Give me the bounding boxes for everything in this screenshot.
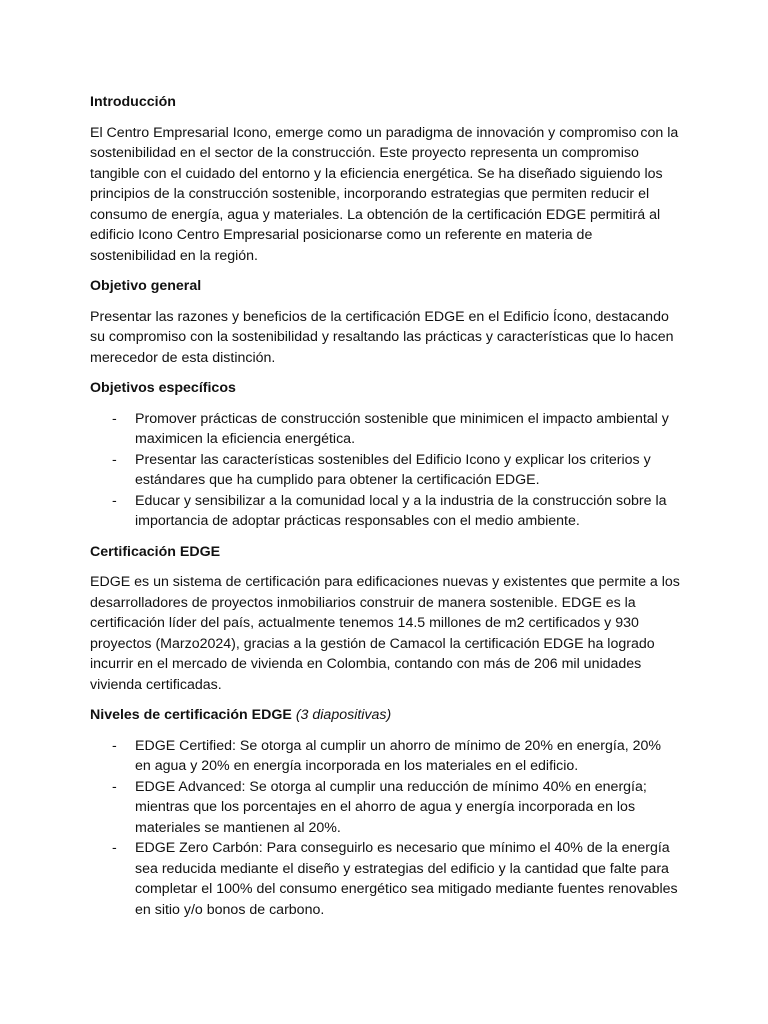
- bullet-marker: -: [112, 840, 117, 856]
- edge-certification-paragraph: EDGE es un sistema de certificación para edificaciones nuevas y existentes que permite a los desarrolladores de proyectos inmobiliarios construir de manera sostenible. EDGE es la certificación líder del país, actualmente tenemos 14.5 millones de m2 certificados y 930 proyectos (Marzo2024), gracias a la gestión de Camacol la certificación EDGE ha logrado incurrir en el mercado de vivienda en Colombia, contando con más de 206 mil unidades vivienda certificadas.: [90, 574, 680, 693]
- list-item-text: EDGE Advanced: Se otorga al cumplir una reducción de mínimo 40% en energía; mientras que los porcentajes en el ahorro de agua y energía incorporada en los materiales se mantienen al 20%.: [135, 778, 647, 836]
- intro-paragraph: El Centro Empresarial Icono, emerge como un paradigma de innovación y compromiso con la sostenibilidad en el sector de la construcción. Este proyecto representa un compromiso tangible con el cuidado del entorno y la eficiencia energética. Se ha diseñado siguiendo los principios de la construcción sostenible, incorporando estrategias que permiten reducir el consumo de energía, agua y materiales. La obtención de la certificación EDGE permitirá al edificio Icono Centro Empresarial posicionarse como un referente en materia de sostenibilidad en la región.: [90, 124, 679, 264]
- bullet-marker: -: [112, 492, 117, 509]
- list-item-text: EDGE Certified: Se otorga al cumplir un ahorro de mínimo de 20% en energía, 20% en agua y 20% en energía incorporada en los materiales en el edificio.: [135, 737, 662, 774]
- list-item-text: Promover prácticas de construcción sostenible que minimicen el impacto ambiental y maximicen la eficiencia energética.: [135, 410, 669, 447]
- list-item-text: Presentar las características sostenibles del Edificio Icono y explicar los criterios y estándares que ha cumplido para obtener la certificación EDGE.: [135, 451, 651, 488]
- list-item: [90, 491, 680, 532]
- list-item-text: EDGE Zero Carbón: Para conseguirlo es necesario que mínimo el 40% de la energía sea reducida mediante el diseño y estrategias del edificio y la cantidad que falte para completar el 100% del consumo energético sea mitigado mediante fuentes renovables en sitio y/o bonos de carbono.: [135, 840, 678, 918]
- list-item: [90, 736, 680, 777]
- specific-objectives-heading: Objetivos específicos: [90, 380, 236, 396]
- general-objective-heading: Objetivo general: [90, 278, 202, 294]
- specific-objectives-list: [90, 409, 680, 532]
- bullet-marker: -: [112, 451, 117, 468]
- list-item: [90, 838, 680, 920]
- list-item: [90, 777, 680, 839]
- list-item: [90, 409, 680, 450]
- bullet-marker: -: [112, 737, 117, 754]
- list-item: [90, 450, 680, 491]
- edge-levels-heading-text: Niveles de certificación EDGE: [90, 707, 292, 723]
- bullet-marker: -: [112, 410, 117, 427]
- list-item-text: Educar y sensibilizar a la comunidad local y a la industria de la construcción sobre la importancia de adoptar prácticas responsables con el medio ambiente.: [135, 492, 667, 529]
- edge-levels-list: [90, 736, 680, 921]
- edge-levels-heading-note: (3 diapositivas): [295, 707, 392, 723]
- intro-heading: Introducción: [90, 94, 176, 110]
- bullet-marker: -: [112, 778, 117, 795]
- document-page: [90, 92, 680, 930]
- general-objective-paragraph: Presentar las razones y beneficios de la certificación EDGE en el Edificio Ícono, destacando su compromiso con la sostenibilidad y resaltando las prácticas y características que lo hacen merecedor de esta distinción.: [90, 308, 674, 366]
- edge-levels-heading: [90, 705, 680, 726]
- edge-certification-heading: Certificación EDGE: [90, 543, 221, 560]
